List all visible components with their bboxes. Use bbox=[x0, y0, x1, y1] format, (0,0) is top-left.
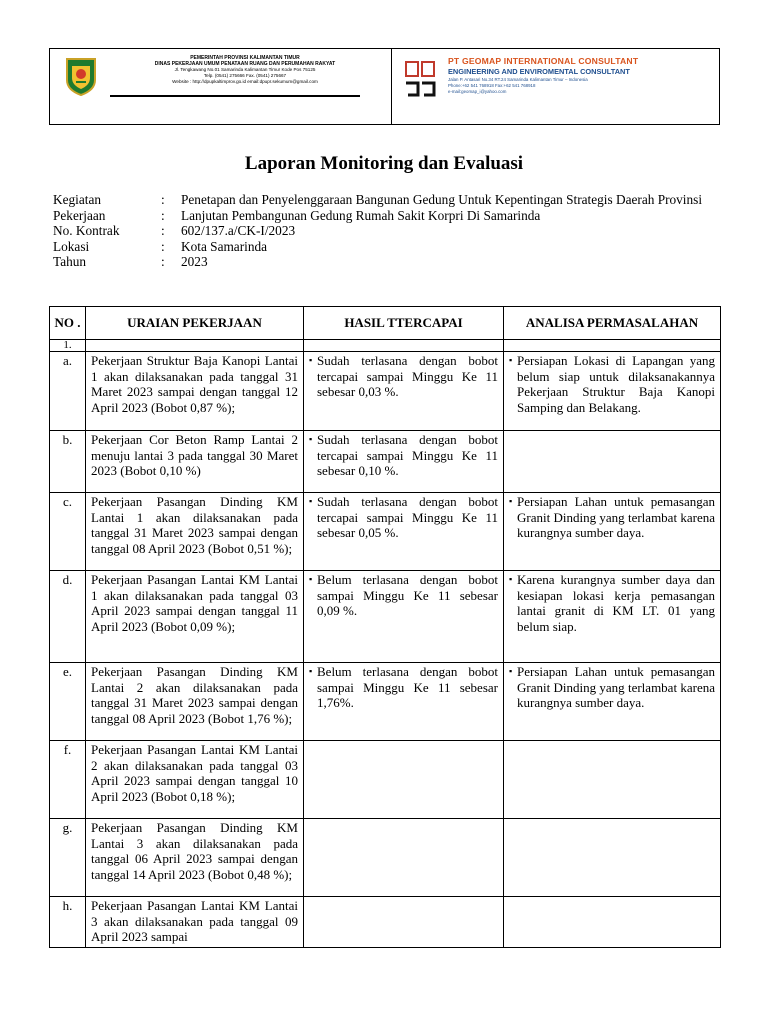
table-row bbox=[50, 340, 721, 352]
government-header bbox=[50, 49, 392, 124]
analisa-text: Persiapan Lahan untuk pemasangan Granit Dinding yang terlambat karena kurangnya sumber daya. bbox=[517, 664, 715, 711]
row-analisa bbox=[504, 352, 721, 431]
row-analisa bbox=[504, 431, 721, 493]
info-value: Lanjutan Pembangunan Gedung Rumah Sakit Korpri Di Samarinda bbox=[181, 207, 541, 223]
info-colon: : bbox=[161, 254, 165, 269]
header-analisa: ANALISA PERMASALAHAN bbox=[504, 307, 721, 340]
row-analisa bbox=[504, 340, 721, 352]
row-hasil bbox=[304, 663, 504, 741]
info-label: No. Kontrak bbox=[53, 223, 120, 238]
info-label: Kegiatan bbox=[53, 192, 101, 207]
analisa-text: Persiapan Lokasi di Lapangan yang belum siap untuk dilaksanakannya Pekerjaan Struktur Baja Kanopi Samping dan Belakang. bbox=[517, 353, 715, 415]
row-desc bbox=[86, 340, 304, 352]
analisa-text: Persiapan Lahan untuk pemasangan Granit Dinding yang terlambat karena kurangnya sumber daya. bbox=[517, 494, 715, 541]
gov-line-3: Jl. Tengkawang No.01 Samarinda Kalimantan Timur Kode Pos 75125 bbox=[174, 67, 316, 72]
info-colon: : bbox=[161, 223, 165, 238]
company-name: PT GEOMAP INTERNATIONAL CONSULTANT bbox=[448, 56, 639, 66]
row-analisa bbox=[504, 897, 721, 948]
bullet-icon: ▪ bbox=[509, 574, 513, 584]
row-no: e. bbox=[50, 663, 86, 741]
row-no: a. bbox=[50, 352, 86, 431]
row-no: d. bbox=[50, 571, 86, 663]
row-no: h. bbox=[50, 897, 86, 948]
info-row-kontrak bbox=[53, 223, 713, 239]
row-desc: Pekerjaan Pasangan Dinding KM Lantai 1 akan dilaksanakan pada tanggal 31 Maret 2023 sampai dengan tanggal 08 April 2023 (Bobot 0,51 %); bbox=[86, 493, 304, 571]
hasil-text: Sudah terlasana dengan bobot tercapai sampai Minggu Ke 11 sebesar 0,10 %. bbox=[317, 432, 498, 479]
info-row-pekerjaan bbox=[53, 208, 713, 224]
gov-line-5: Website : http://dpupkaltimprov.go.id email:dpupr.sekumum@gmail.com bbox=[172, 79, 318, 84]
info-value: 602/137.a/CK-I/2023 bbox=[181, 223, 296, 238]
info-colon: : bbox=[161, 207, 165, 223]
row-analisa bbox=[504, 741, 721, 819]
row-hasil bbox=[304, 819, 504, 897]
table-row bbox=[50, 493, 721, 571]
table-header-row bbox=[50, 307, 721, 340]
row-hasil bbox=[304, 741, 504, 819]
info-colon: : bbox=[161, 192, 165, 207]
info-label: Tahun bbox=[53, 254, 87, 269]
row-no: c. bbox=[50, 493, 86, 571]
info-value: 2023 bbox=[181, 254, 208, 269]
bullet-icon: ▪ bbox=[509, 496, 513, 506]
row-desc: Pekerjaan Pasangan Lantai KM Lantai 2 akan dilaksanakan pada tanggal 03 April 2023 sampai dengan tanggal 10 April 2023 (Bobot 0,18 %); bbox=[86, 741, 304, 819]
analisa-text: Karena kurangnya sumber daya dan kesiapan lokasi kerja pemasangan lantai granit di KM LT. 01 yang belum siap. bbox=[517, 572, 715, 634]
row-no: g. bbox=[50, 819, 86, 897]
monitoring-table bbox=[49, 306, 721, 948]
bullet-icon: ▪ bbox=[309, 355, 313, 365]
info-label: Pekerjaan bbox=[53, 207, 106, 223]
table-row bbox=[50, 897, 721, 948]
row-hasil bbox=[304, 431, 504, 493]
table-row bbox=[50, 663, 721, 741]
gov-line-1: PEMERINTAH PROVINSI KALIMANTAN TIMUR bbox=[190, 55, 300, 61]
consultant-header-text bbox=[448, 56, 718, 95]
letterhead bbox=[49, 48, 720, 125]
row-hasil bbox=[304, 493, 504, 571]
bullet-icon: ▪ bbox=[309, 496, 313, 506]
bullet-icon: ▪ bbox=[509, 355, 513, 365]
info-row-kegiatan bbox=[53, 192, 713, 208]
gov-line-2: DINAS PEKERJAAN UMUM PENATAAN RUANG DAN PERUMAHAN RAKYAT bbox=[154, 61, 336, 67]
gov-line-4: Telp. (0541) 275666 Fax. (0541) 275667 bbox=[203, 73, 287, 78]
info-value: Penetapan dan Penyelenggaraan Bangunan Gedung Untuk Kepentingan Strategis Daerah Provinsi bbox=[181, 192, 703, 207]
row-no: b. bbox=[50, 431, 86, 493]
hasil-text: Sudah terlasana dengan bobot tercapai sampai Minggu Ke 11 sebesar 0,03 %. bbox=[317, 353, 498, 400]
info-label: Lokasi bbox=[53, 238, 90, 254]
province-emblem-icon bbox=[64, 56, 98, 96]
consultant-header bbox=[392, 49, 719, 124]
table-row bbox=[50, 571, 721, 663]
government-header-text bbox=[110, 55, 380, 85]
bullet-icon: ▪ bbox=[309, 574, 313, 584]
header-hasil: HASIL TTERCAPAI bbox=[304, 307, 504, 340]
table-row bbox=[50, 741, 721, 819]
bullet-icon: ▪ bbox=[509, 666, 513, 676]
company-email: e-mail:geomap_i@yahoo.com bbox=[448, 89, 507, 94]
row-hasil bbox=[304, 340, 504, 352]
row-desc: Pekerjaan Pasangan Lantai KM Lantai 1 akan dilaksanakan pada tanggal 03 April 2023 sampai dengan tanggal 11 April 2023 (Bobot 0,09 %); bbox=[86, 571, 304, 663]
hasil-text: Sudah terlasana dengan bobot tercapai sampai Minggu Ke 11 sebesar 0,05 %. bbox=[317, 494, 498, 541]
row-desc: Pekerjaan Struktur Baja Kanopi Lantai 1 akan dilaksanakan pada tanggal 31 Maret 2023 sampai dengan tanggal 12 April 2023 (Bobot 0,87 %); bbox=[86, 352, 304, 431]
row-desc: Pekerjaan Pasangan Lantai KM Lantai 3 akan dilaksanakan pada tanggal 09 April 2023 sampai bbox=[86, 897, 304, 948]
project-info bbox=[53, 192, 713, 270]
row-analisa bbox=[504, 819, 721, 897]
row-no: 1. bbox=[50, 340, 86, 352]
bullet-icon: ▪ bbox=[309, 666, 313, 676]
row-desc: Pekerjaan Pasangan Dinding KM Lantai 2 akan dilaksanakan pada tanggal 31 Maret 2023 sampai dengan tanggal 08 April 2023 (Bobot 1,76 %); bbox=[86, 663, 304, 741]
row-desc: Pekerjaan Cor Beton Ramp Lantai 2 menuju lantai 3 pada tanggal 30 Maret 2023 (Bobot 0,10 %) bbox=[86, 431, 304, 493]
table-row bbox=[50, 819, 721, 897]
info-value: Kota Samarinda bbox=[181, 238, 268, 254]
info-colon: : bbox=[161, 238, 165, 254]
info-row-lokasi bbox=[53, 239, 713, 255]
header-divider-line bbox=[110, 95, 360, 97]
company-tagline: ENGINEERING AND ENVIROMENTAL CONSULTANT bbox=[448, 67, 630, 76]
header-no: NO . bbox=[50, 307, 86, 340]
geomap-logo-icon bbox=[402, 59, 438, 99]
company-phone: Phone:+62 541 768918 Fax:+62 541 768918 bbox=[448, 83, 536, 88]
company-address: Jalan P. Antasari No.34 RT.24 Samarinda Kalimantan Timur – Indonesia bbox=[448, 77, 588, 82]
row-no: f. bbox=[50, 741, 86, 819]
bullet-icon: ▪ bbox=[309, 434, 313, 444]
page-title: Laporan Monitoring dan Evaluasi bbox=[244, 153, 524, 174]
table-row bbox=[50, 431, 721, 493]
hasil-text: Belum terlasana dengan bobot sampai Minggu Ke 11 sebesar 1,76%. bbox=[317, 664, 498, 711]
row-hasil bbox=[304, 897, 504, 948]
row-hasil bbox=[304, 352, 504, 431]
row-hasil bbox=[304, 571, 504, 663]
hasil-text: Belum terlasana dengan bobot sampai Minggu Ke 11 sebesar 0,09 %. bbox=[317, 572, 498, 619]
row-analisa bbox=[504, 571, 721, 663]
table-row bbox=[50, 352, 721, 431]
row-analisa bbox=[504, 493, 721, 571]
info-row-tahun bbox=[53, 254, 713, 270]
row-analisa bbox=[504, 663, 721, 741]
header-uraian: URAIAN PEKERJAAN bbox=[86, 307, 304, 340]
row-desc: Pekerjaan Pasangan Dinding KM Lantai 3 akan dilaksanakan pada tanggal 06 April 2023 sampai dengan tanggal 14 April 2023 (Bobot 0,48 %); bbox=[86, 819, 304, 897]
